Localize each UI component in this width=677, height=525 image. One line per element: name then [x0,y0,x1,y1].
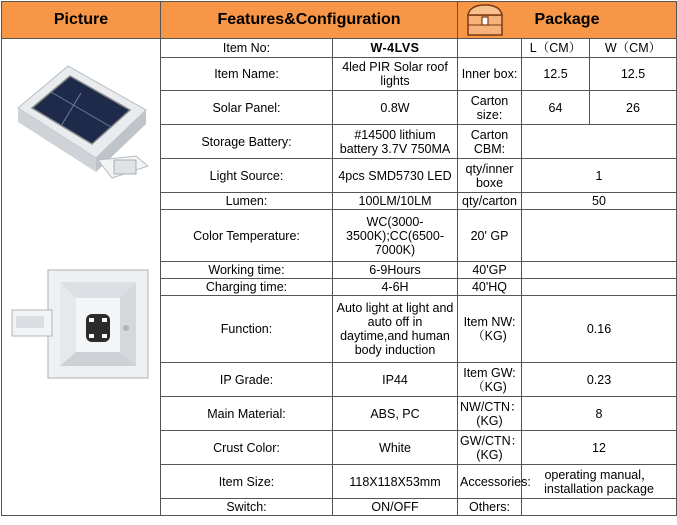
gp40-value [522,262,677,279]
gp20-value [522,210,677,262]
carton-cbm-value [522,125,677,159]
lumen-value: 100LM/10LM [333,193,458,210]
item-name-label: Item Name: [161,58,333,91]
solar-panel-label: Solar Panel: [161,91,333,125]
item-no-label: Item No: [161,39,333,58]
qty-carton-value: 50 [522,193,677,210]
function-value: Auto light at light and auto off in daytime,and human body induction [333,296,458,363]
carton-size-l: 64 [522,91,590,125]
qty-carton-label: qty/carton [458,193,522,210]
item-size-label: Item Size: [161,465,333,499]
item-nw-label: Item NW:（KG) [458,296,522,363]
qty-inner-label: qty/inner boxe [458,159,522,193]
inner-box-w: 12.5 [590,58,677,91]
nw-ctn-label: NW/CTN：(KG) [458,397,522,431]
inner-box-label: Inner box: [458,58,522,91]
charging-time-label: Charging time: [161,279,333,296]
carton-cbm-label: Carton CBM: [458,125,522,159]
switch-value: ON/OFF [333,499,458,516]
item-no-value: W-4LVS [333,39,458,58]
main-material-label: Main Material: [161,397,333,431]
qty-inner-value: 1 [522,159,677,193]
light-source-value: 4pcs SMD5730 LED [333,159,458,193]
color-temp-label: Color Temperature: [161,210,333,262]
switch-label: Switch: [161,499,333,516]
others-value [522,499,677,516]
ip-grade-label: IP Grade: [161,363,333,397]
product-photo-top [8,48,156,188]
carton-size-w: 26 [590,91,677,125]
main-material-value: ABS, PC [333,397,458,431]
gp20-label: 20' GP [458,210,522,262]
carton-size-label: Carton size: [458,91,522,125]
light-source-label: Light Source: [161,159,333,193]
accessories-value: operating manual，installation package [522,465,677,499]
item-nw-value: 0.16 [522,296,677,363]
col-l-header: L（CM） [522,39,590,58]
item-size-value: 118X118X53mm [333,465,458,499]
lumen-label: Lumen: [161,193,333,210]
working-time-label: Working time: [161,262,333,279]
function-label: Function: [161,296,333,363]
col-w-header: W（CM） [590,39,677,58]
accessories-label: Accessories: [458,465,522,499]
others-label: Others: [458,499,522,516]
inner-box-l: 12.5 [522,58,590,91]
item-name-value: 4led PIR Solar roof lights [333,58,458,91]
gw-ctn-label: GW/CTN：(KG) [458,431,522,465]
item-gw-label: Item GW:（KG) [458,363,522,397]
color-temp-value: WC(3000-3500K);CC(6500-7000K) [333,210,458,262]
crust-color-label: Crust Color: [161,431,333,465]
working-time-value: 6-9Hours [333,262,458,279]
storage-battery-value: #14500 lithium battery 3.7V 750MA [333,125,458,159]
package-header: Package [458,2,677,39]
product-photo-bottom [8,264,156,384]
charging-time-value: 4-6H [333,279,458,296]
gp40-label: 40'GP [458,262,522,279]
hq40-label: 40'HQ [458,279,522,296]
features-header: Features&Configuration [161,2,458,39]
solar-panel-value: 0.8W [333,91,458,125]
hq40-value [522,279,677,296]
picture-header: Picture [2,2,161,39]
storage-battery-label: Storage Battery: [161,125,333,159]
package-blank [458,39,522,58]
crust-color-value: White [333,431,458,465]
gw-ctn-value: 12 [522,431,677,465]
item-gw-value: 0.23 [522,363,677,397]
treasure-chest-icon [462,3,510,37]
ip-grade-value: IP44 [333,363,458,397]
nw-ctn-value: 8 [522,397,677,431]
